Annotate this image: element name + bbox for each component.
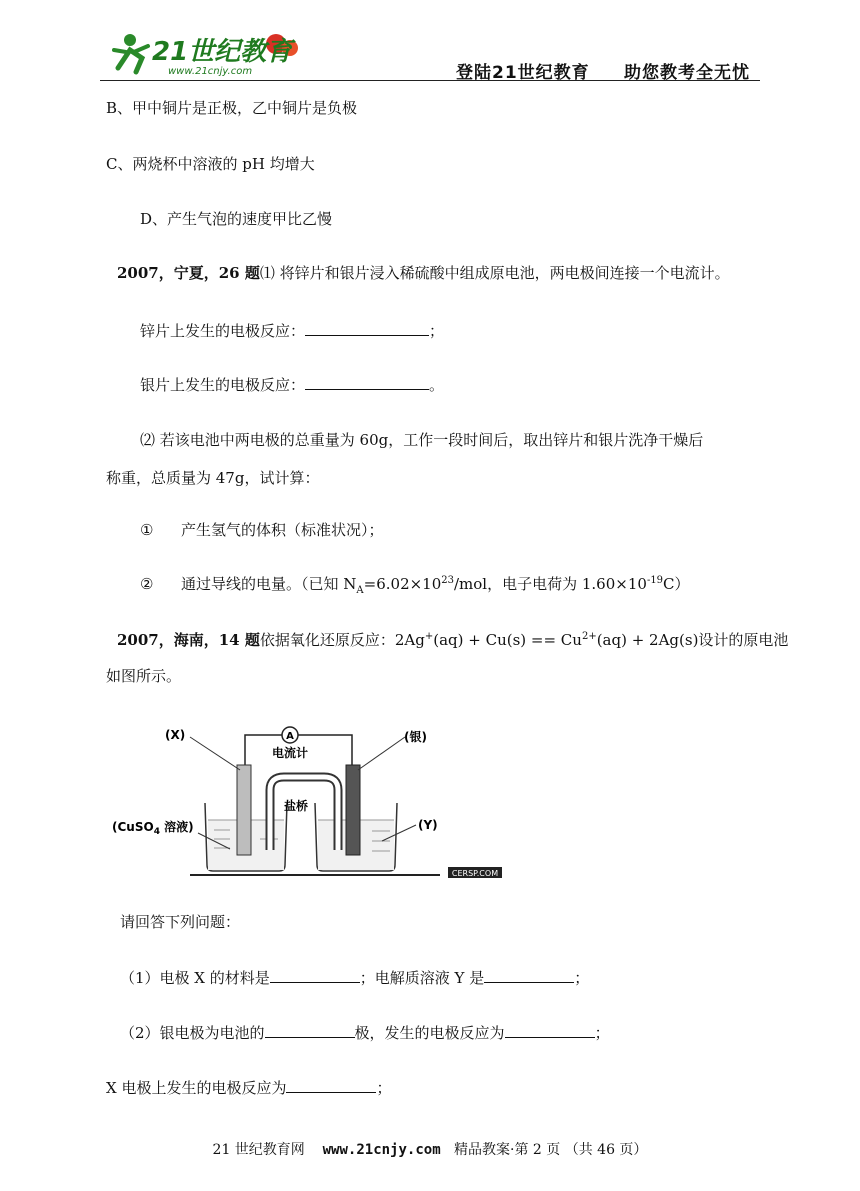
- label-cuso4: (CuSO$_4$ 溶液): [112, 820, 194, 837]
- header-divider: [100, 80, 760, 81]
- option-b: B、甲中铜片是正极，乙中铜片是负极: [106, 99, 358, 117]
- answer-blank-x-reaction[interactable]: [286, 1077, 376, 1093]
- electrode-x: [237, 765, 251, 855]
- footer-url[interactable]: www.21cnjy.com: [322, 1142, 441, 1158]
- answer-blank-silver-pole[interactable]: [265, 1022, 355, 1038]
- option-c: C、两烧杯中溶液的 pH 均增大: [106, 155, 315, 173]
- ammeter-label: A: [286, 731, 294, 742]
- q1-intro: 2007，宁夏，26 题⑴ 将锌片和银片浸入稀硫酸中组成原电池，两电极间连接一个电流计。: [117, 264, 730, 282]
- q1-sub2-num: ②: [140, 575, 154, 593]
- q1-part2-b: 称重，总质量为 47g，试计算：: [106, 469, 320, 487]
- answer-blank-x-material[interactable]: [270, 967, 360, 983]
- label-y: (Y): [418, 818, 438, 832]
- electrode-silver: [346, 765, 360, 855]
- label-x: (X): [165, 728, 186, 742]
- runner-logo-icon: [108, 28, 308, 78]
- header-slogan-1: 登陆21世纪教育: [456, 63, 590, 83]
- watermark: CERSP.COM: [451, 869, 499, 878]
- q2-source: 2007，海南，14 题: [117, 631, 260, 649]
- q2-prompt: 请回答下列问题：: [120, 913, 241, 931]
- q1-sub1: 产生氢气的体积（标准状况）；: [181, 521, 384, 539]
- q1-sub2: 通过导线的电量。（已知 $N_A=6.02\times 10^{23}$/mol，电子电荷为 $1.60\times 10^{-19}C$）: [181, 575, 690, 596]
- option-d: D、产生气泡的速度甲比乙慢: [140, 210, 333, 228]
- label-meter: 电流计: [272, 746, 309, 760]
- answer-blank-silver[interactable]: [305, 374, 429, 390]
- svg-text:21世纪教育: 21世纪教育: [152, 37, 293, 67]
- q1-part2-a: ⑵ 若该电池中两电极的总重量为 60g，工作一段时间后，取出锌片和银片洗净干燥后: [140, 431, 704, 449]
- q1-sub1-num: ①: [140, 521, 154, 539]
- q2-answer-2: （2）银电极为电池的 极，发生的电极反应为 ；: [120, 1024, 610, 1042]
- answer-blank-silver-reaction[interactable]: [505, 1022, 595, 1038]
- q1-source: 2007，宁夏，26 题: [117, 264, 260, 282]
- q2-answer-3: X 电极上发生的电极反应为 ；: [106, 1079, 392, 1097]
- q1-silver-line: 银片上发生的电极反应： 。: [140, 376, 445, 394]
- header-slogan-2: 助您教考全无忧: [624, 63, 750, 83]
- page-footer: 21 世纪教育网 www.21cnjy.com 精品教案·第 2 页 （共 46 页）: [212, 1142, 648, 1158]
- q2-intro: 2007，海南，14 题依据氧化还原反应：$2Ag^+(aq) + Cu(s) == Cu^{2+}(aq) + 2Ag(s)$设计的原电池: [117, 631, 789, 649]
- header-logo: [108, 28, 308, 78]
- q2-intro-line2: 如图所示。: [106, 667, 182, 685]
- q2-answer-1: （1）电极 X 的材料是 ；电解质溶液 Y 是 ；: [120, 969, 590, 987]
- svg-text:www.21cnjy.com: www.21cnjy.com: [168, 66, 253, 77]
- q1-zinc-line: 锌片上发生的电极反应： ；: [140, 322, 445, 340]
- answer-blank-y-solution[interactable]: [484, 967, 574, 983]
- label-bridge: 盐桥: [284, 799, 309, 813]
- label-silver: (银): [404, 730, 427, 744]
- answer-blank-zinc[interactable]: [305, 320, 429, 336]
- galvanic-cell-diagram: [110, 715, 510, 880]
